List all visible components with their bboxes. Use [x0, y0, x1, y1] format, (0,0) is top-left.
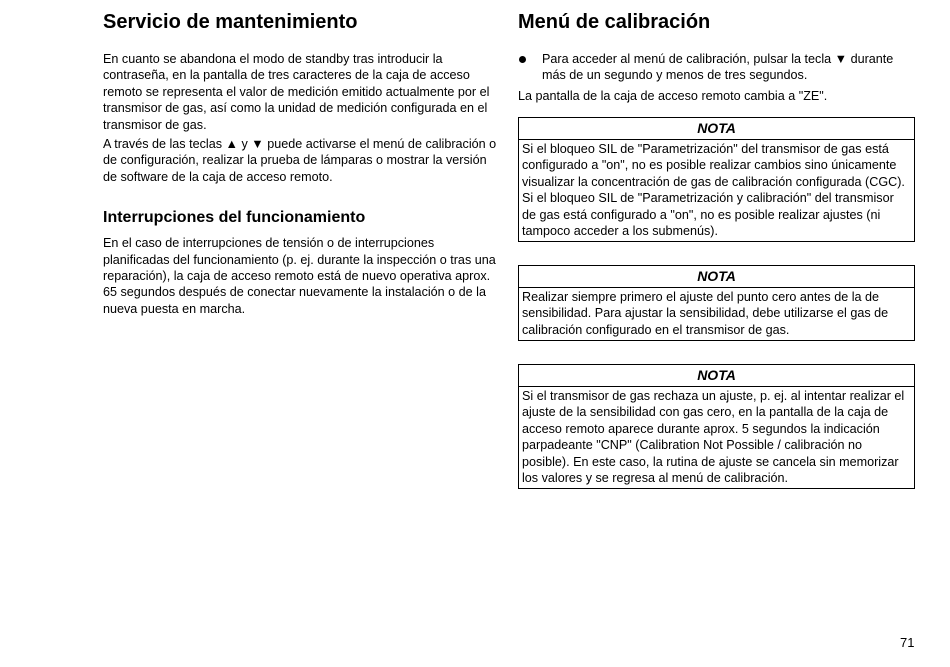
section-title-calibration-menu: Menú de calibración	[518, 11, 711, 33]
note-heading: NOTA	[519, 365, 914, 387]
note-body: Si el transmisor de gas rechaza un ajuste, p. ej. al intentar realizar el ajuste de la sensibilidad con gas cero, en la pantalla de la caja de acceso remoto aparece durante aprox. 5 segundos la indicación parpadeante "CNP" (Calibration Not Possible / calibración no posible). En este caso, la rutina de ajuste se cancela sin memorizar los valores y se regresa al menú de calibración.	[522, 389, 905, 486]
section-title-maintenance: Servicio de mantenimiento	[103, 11, 358, 33]
subsection-title-interruptions: Interrupciones del funcionamiento	[103, 209, 366, 227]
paragraph-interruptions: En el caso de interrupciones de tensión o de interrupciones planificadas del funcionamiento (p. ej. durante la inspección o tras una reparación), la caja de acceso remoto está de nuevo operativa aprox. 65 segundos después de conectar nuevamente la instalación o de la nueva puesta en marcha.	[103, 236, 496, 316]
bullet-dot-icon	[519, 56, 526, 63]
note-box-sil	[518, 117, 915, 242]
paragraph-keys: A través de las teclas ▲ y ▼ puede activarse el menú de calibración o de configuración, realizar la prueba de lámparas o mostrar la versión de software de la caja de acceso remoto.	[103, 137, 497, 184]
bullet-text: Para acceder al menú de calibración, pulsar la tecla ▼ durante más de un segundo y menos de tres segundos.	[542, 52, 894, 83]
note-box-zero-point	[518, 265, 915, 341]
note-heading: NOTA	[519, 266, 914, 288]
note-body: Si el bloqueo SIL de "Parametrización" del transmisor de gas está configurado a "on", no es posible realizar cambios sino únicamente visualizar la concentración de gas de calibración configurada (CGC). Si el bloqueo SIL de "Parametrización y calibración" del transmisor de gas está configurado a "on", no es posible realizar ajustes (ni tampoco acceder a los submenús).	[522, 142, 905, 239]
page-number: 71	[900, 635, 915, 650]
note-box-rejection	[518, 364, 915, 489]
right-column	[518, 0, 918, 104]
bullet-item	[518, 51, 918, 84]
note-heading: NOTA	[519, 118, 914, 140]
left-column	[103, 0, 501, 317]
paragraph-display-change: La pantalla de la caja de acceso remoto cambia a "ZE".	[518, 88, 828, 103]
paragraph-standby: En cuanto se abandona el modo de standby tras introducir la contraseña, en la pantalla de tres caracteres de la caja de acceso remoto se representa el valor de medición emitido actualmente por el transmisor de gas, así como la unidad de medición configurada en el transmisor de gas.	[103, 52, 490, 132]
note-body: Realizar siempre primero el ajuste del punto cero antes de la de sensibilidad. Para ajustar la sensibilidad, debe utilizarse el gas de calibración configurado en el transmisor de gas.	[522, 290, 889, 337]
